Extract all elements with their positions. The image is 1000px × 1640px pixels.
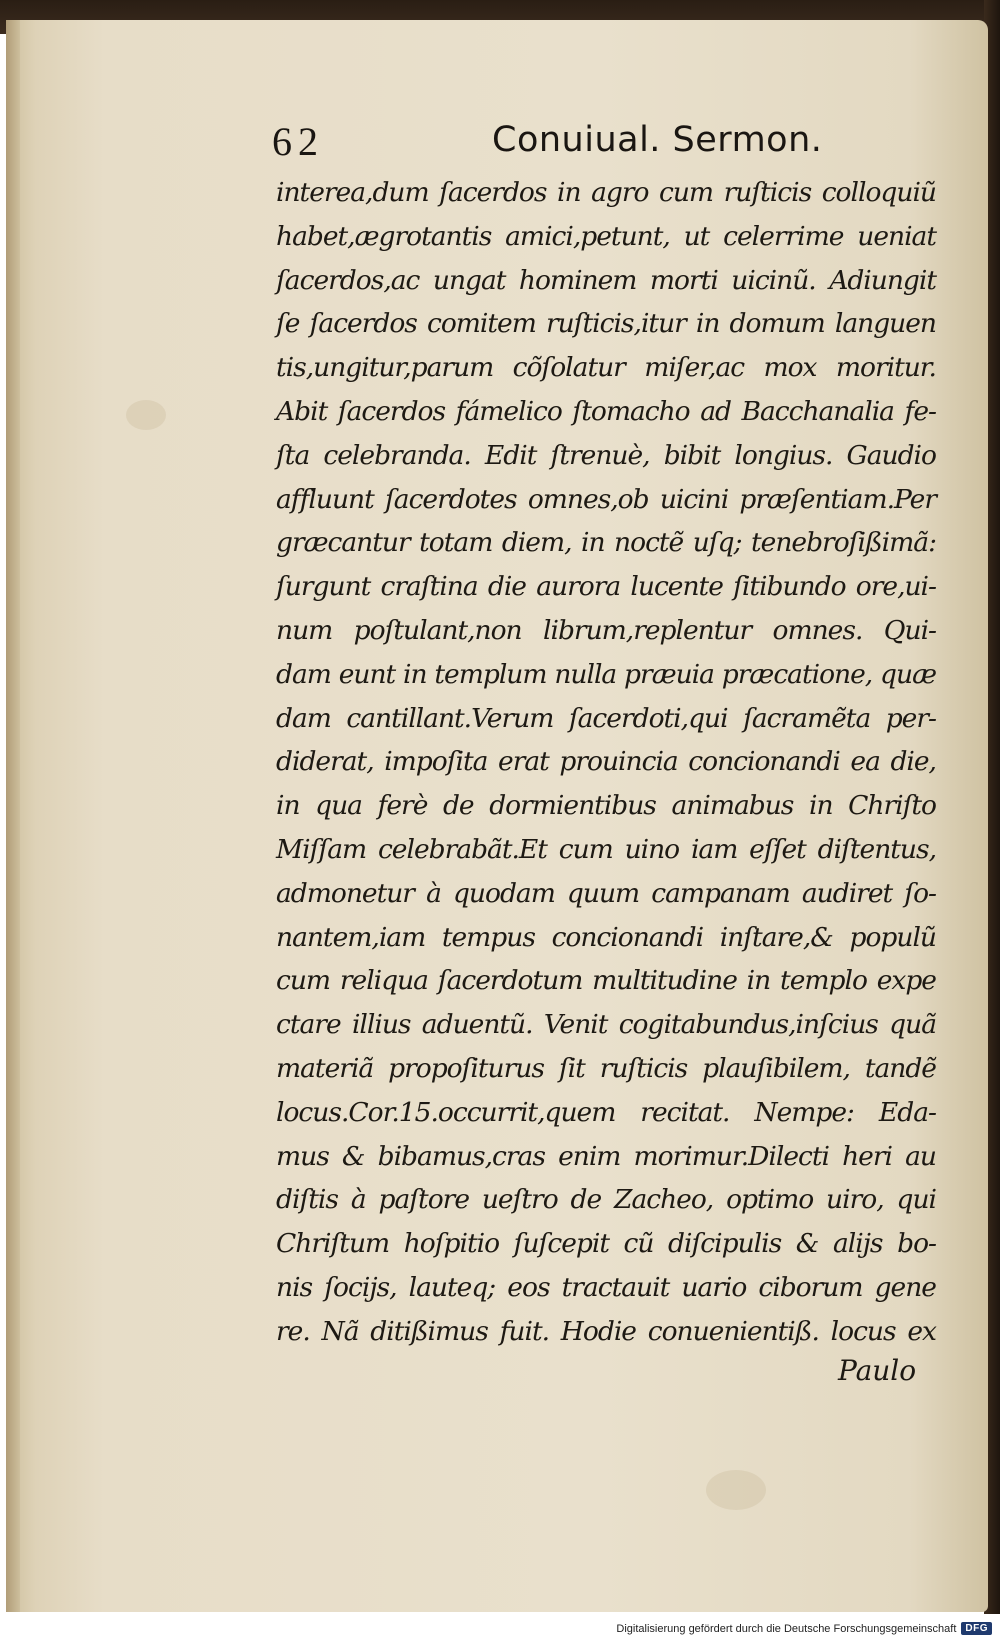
- text-line: materiã propoſiturus ſit ruſticis plauſibilem, tandẽ: [276, 1052, 936, 1084]
- text-line: ſacerdos,ac ungat hominem morti uicinũ. Adiungit: [276, 264, 936, 296]
- body-text: [276, 171, 936, 1354]
- text-line: diderat, impoſita erat prouincia concionandi ea die,: [276, 746, 936, 778]
- paper-stain: [126, 400, 166, 430]
- text-line: in qua ferè de dormientibus animabus in Chriſto: [276, 790, 936, 822]
- text-line: mus & bibamus,cras enim morimur.Dilecti heri au: [276, 1140, 936, 1172]
- text-line: ſurgunt craſtina die aurora lucente ſitibundo ore,ui-: [276, 571, 936, 603]
- text-line: affluunt ſacerdotes omnes,ob uicini præſentiam.Per: [276, 483, 936, 515]
- text-line: cum reliqua ſacerdotum multitudine in templo expe: [276, 965, 936, 997]
- page-gutter: [6, 20, 20, 1612]
- text-line: Chriſtum hoſpitio ſuſcepit cũ diſcipulis & alijs bo-: [276, 1228, 936, 1260]
- text-line: Miſſam celebrabãt.Et cum uino iam eſſet diſtentus,: [276, 833, 936, 865]
- text-line: græcantur totam diem, in noctẽ uſq; tenebroſißimã:: [276, 527, 936, 559]
- text-line: admonetur à quodam quum campanam audiret ſo-: [276, 877, 936, 909]
- running-head: Conuiual. Sermon.: [492, 120, 823, 160]
- text-line: num poſtulant,non librum,replentur omnes. Qui-: [276, 614, 936, 646]
- text-line: dam cantillant.Verum ſacerdoti,qui ſacramẽta per-: [276, 702, 936, 734]
- dfg-logo-icon: DFG: [961, 1622, 992, 1635]
- text-line: dam eunt in templum nulla præuia præcatione, quæ: [276, 658, 936, 690]
- page-header: [272, 118, 932, 168]
- text-line: nis ſocijs, lauteq; eos tractauit uario ciborum gene: [276, 1271, 936, 1303]
- paper-stain: [706, 1470, 766, 1510]
- page-number: 62: [272, 119, 324, 164]
- text-line: tis,ungitur,parum cõſolatur miſer,ac mox moritur.: [276, 352, 936, 384]
- text-line: nantem,iam tempus concionandi inſtare,& populũ: [276, 921, 936, 953]
- footer-bar: [0, 1614, 1000, 1640]
- text-line: ſta celebranda. Edit ſtrenuè, bibit longius. Gaudio: [276, 439, 936, 471]
- text-line: locus.Cor.15.occurrit,quem recitat. Nempe: Eda-: [276, 1096, 936, 1128]
- text-line: ctare illius aduentũ. Venit cogitabundus,inſcius quã: [276, 1009, 936, 1041]
- catchword: Paulo: [838, 1354, 917, 1387]
- text-line: habet,ægrotantis amici,petunt, ut celerrime ueniat: [276, 220, 936, 252]
- footer-credit: [616, 1622, 992, 1635]
- text-line: Abit ſacerdos fámelico ſtomacho ad Bacchanalia fe-: [276, 395, 936, 427]
- text-line: ſe ſacerdos comitem ruſticis,itur in domum languen: [276, 308, 936, 340]
- text-line: diſtis à paſtore ueſtro de Zacheo, optimo uiro, qui: [276, 1184, 936, 1216]
- text-line: interea,dum ſacerdos in agro cum ruſticis colloquiũ: [276, 177, 936, 208]
- text-line: re. Nã ditißimus fuit. Hodie conuenientiß. locus ex: [276, 1315, 936, 1347]
- funding-credit-text: Digitalisierung gefördert durch die Deutsche Forschungsgemeinschaft: [616, 1622, 957, 1635]
